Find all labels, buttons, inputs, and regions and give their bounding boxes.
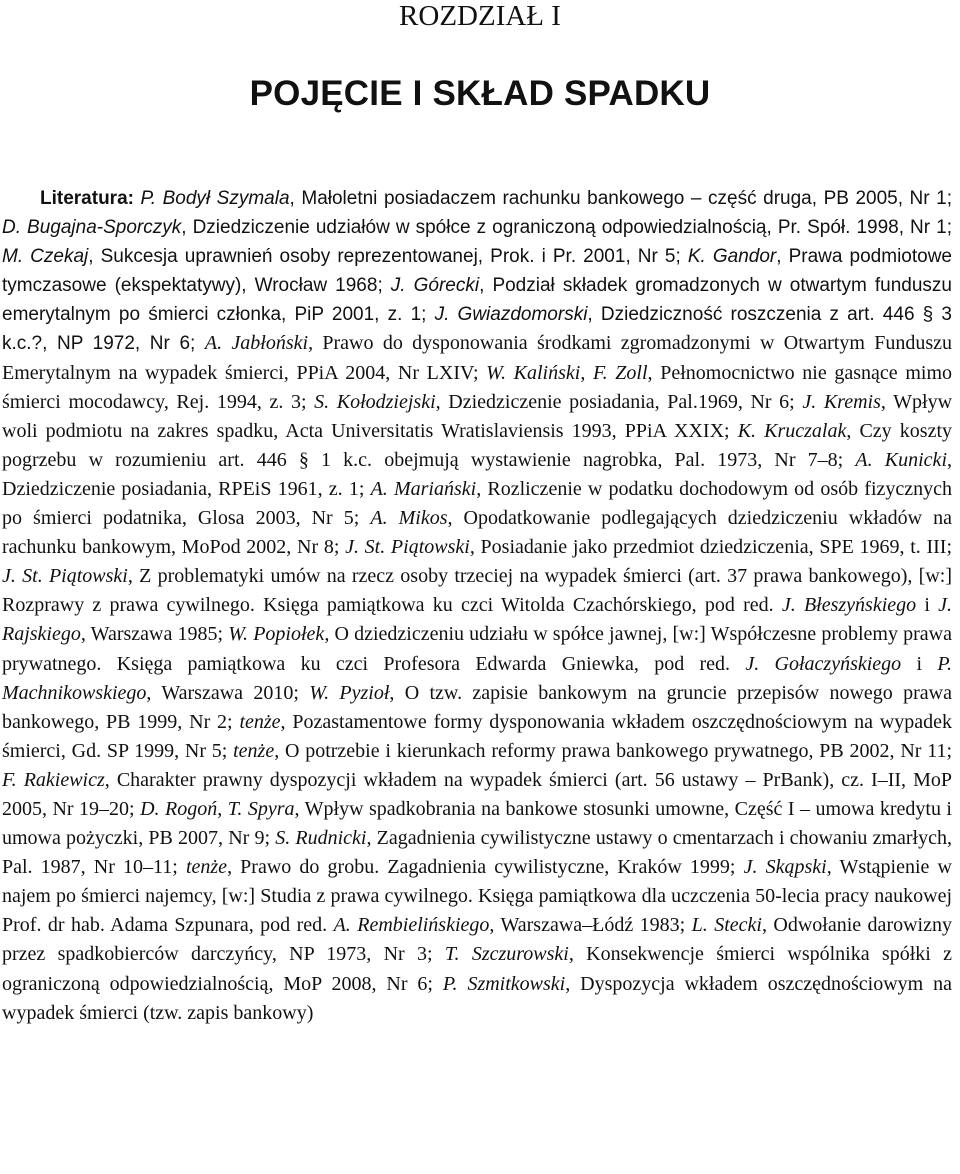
citation-text: , Warszawa 2010; — [146, 681, 310, 704]
citation-text: , Dziedziczenie posiadania, Pal.1969, Nr 6; — [435, 390, 803, 413]
citation-text: , Odwołanie darowizny przez spadkobierców darczyńcy, NP 1973, Nr 3; — [2, 914, 952, 966]
citation-text: , O dziedziczeniu udziału w spółce jawnej, [w:] Współczesne problemy prawa prywatnego. Księga pamiątkowa ku czci Profesora Edwarda Gniewka, pod red. — [2, 623, 952, 675]
author-name: A. Rembielińskiego — [333, 914, 490, 937]
citation-text: , Czy koszty pogrzebu w rozumieniu art. 446 § 1 k.c. obejmują wystawienie nagrobka, Pal. 1973, Nr 7–8; — [2, 419, 953, 471]
author-name: J. Gołaczyńskiego — [745, 652, 902, 675]
author-name: W. Kaliński — [486, 361, 581, 384]
citation-text: , Z problematyki umów na rzecz osoby trzeciej na wypadek śmierci (art. 37 prawa bankowego), [w:] Rozprawy z prawa cywilnego. Księga pamiątkowa ku czci Witolda Czachórskiego, pod red. — [2, 565, 952, 617]
citation-text: , Dziedziczenie posiadania, RPEiS 1961, z. 1; — [2, 448, 952, 500]
author-name: A. Mikos — [370, 507, 448, 530]
citation-text: , Dziedziczność roszczenia z art. 446 § 3 k.c.?, NP 1972, Nr 6; — [2, 304, 953, 355]
citation-text: , Posiadanie jako przedmiot dziedziczenia, SPE 1969, t. III; — [469, 536, 952, 559]
citation-text: , Prawa podmiotowe tymczasowe (ekspektatywy), Wrocław 1968; — [2, 246, 952, 297]
citation-text: , Warszawa 1985; — [80, 623, 229, 646]
citation-text: , Wstąpienie w najem po śmierci najemcy, [w:] Studia z prawa cywilnego. Księga pamiątkowa dla uczczenia 50-lecia pracy naukowej Prof. dr hab. Adama Szpunara, pod red. — [2, 856, 952, 937]
citation-text: i — [901, 652, 938, 675]
chapter-heading: ROZDZIAŁ I — [399, 0, 561, 32]
author-name: S. Kołodziejski — [314, 390, 436, 413]
citation-text: , Sukcesja uprawnień osoby reprezentowanej, Prok. i Pr. 2001, Nr 5; — [88, 246, 688, 268]
citation-text: , Pozastamentowe formy dysponowania wkładem oszczędnościowym na wypadek śmierci, Gd. SP 1999, Nr 5; — [2, 710, 952, 762]
author-name: D. Rogoń — [140, 797, 218, 820]
author-name: P. Bodył Szymala — [140, 188, 290, 209]
citation-text: , Małoletni posiadaczem rachunku bankowego – część druga, PB 2005, Nr 1; — [289, 188, 953, 209]
citation-text: , Dziedziczenie udziałów w spółce z ograniczoną odpowiedzialnością, Pr. Spół. 1998, Nr 1; — [181, 217, 953, 239]
author-name: W. Popiołek — [228, 623, 325, 646]
author-name: K. Gandor — [687, 246, 777, 268]
bibliography-paragraph — [2, 184, 952, 1028]
author-name: K. Kruczalak — [737, 419, 847, 442]
citation-text: , — [217, 797, 228, 820]
author-name: J. Gwiazdomorski — [434, 304, 588, 326]
author-name: L. Stecki — [691, 914, 762, 937]
chapter-title: POJĘCIE I SKŁAD SPADKU — [249, 74, 711, 113]
author-name: D. Bugajna-Sporczyk — [2, 217, 182, 239]
citation-text: , Podział składek gromadzonych w otwartym funduszu emerytalnym po śmierci członka, PiP 2001, z. 1; — [2, 275, 953, 326]
citation-text: , Rozliczenie w podatku dochodowym od osób fizycznych po śmierci podatnika, Glosa 2003, Nr 5; — [2, 477, 953, 530]
author-name: T. Spyra — [227, 797, 295, 820]
author-name: tenże — [239, 710, 281, 733]
bibliography-label: Literatura: — [40, 188, 134, 209]
author-name: S. Rudnicki — [275, 827, 367, 850]
citation-text: , Pełnomocnictwo nie gasnące mimo śmierci mocodawcy, Rej. 1994, z. 3; — [2, 361, 953, 413]
citation-text: , Prawo do dysponowania środkami zgromadzonymi w Otwartym Funduszu Emerytalnym na wypadek śmierci, PPiA 2004, Nr LXIV; — [2, 332, 952, 384]
author-name: J. Górecki — [390, 275, 480, 297]
author-name: M. Czekaj — [2, 246, 89, 268]
author-name: J. St. Piątowski — [345, 536, 470, 559]
citation-text: , O tzw. zapisie bankowym na gruncie przepisów nowego prawa bankowego, PB 1999, Nr 2; — [2, 681, 952, 733]
citation-text: , Wpływ woli podmiotu na zakres spadku, Acta Universitatis Wratislaviensis 1993, PPiA XXIX; — [2, 390, 953, 442]
author-name: P. Machnikowskiego — [2, 652, 952, 704]
author-name: J. St. Piątowski — [2, 565, 128, 588]
citation-text: i — [916, 594, 939, 617]
citation-text: , O potrzebie i kierunkach reformy prawa bankowego prywatnego, PB 2002, Nr 11; — [274, 739, 953, 762]
author-name: P. Szmitkowski — [442, 972, 566, 995]
author-name: J. Skąpski — [743, 856, 827, 879]
author-name: A. Jabłoński — [204, 332, 309, 355]
author-name: T. Szczurowski — [444, 943, 569, 966]
author-name: W. Pyzioł — [309, 681, 390, 704]
author-name: J. Błeszyńskiego — [781, 594, 917, 617]
citation-text: , — [580, 361, 593, 384]
author-name: A. Kunicki — [855, 448, 947, 471]
citation-text: , Wpływ spadkobrania na bankowe stosunki umowne, Część I – umowa kredytu i umowa pożyczki, PB 2007, Nr 9; — [2, 797, 952, 850]
citation-text: , Opodatkowanie podlegających dziedziczeniu wkładów na rachunku bankowym, MoPod 2002, Nr 8; — [2, 507, 952, 559]
citation-text: , Charakter prawny dyspozycji wkładem na wypadek śmierci (art. 56 ustawy – PrBank), cz. I–II, MoP 2005, Nr 19–20; — [2, 768, 952, 820]
author-name: J. Rajskiego — [2, 594, 953, 646]
citation-text: , Dyspozycja wkładem oszczędnościowym na wypadek śmierci (tzw. zapis bankowy) — [2, 972, 953, 1024]
author-name: F. Zoll — [593, 361, 648, 384]
citation-text: , Warszawa–Łódź 1983; — [489, 914, 692, 937]
author-name: tenże — [233, 739, 275, 762]
author-name: F. Rakiewicz — [2, 768, 105, 791]
author-name: tenże — [185, 856, 228, 879]
citation-text: , Zagadnienia cywilistyczne ustawy o cmentarzach i chowaniu zmarłych, Pal. 1987, Nr 10–11; — [2, 827, 952, 879]
citation-text: , Konsekwencje śmierci wspólnika spółki z ograniczoną odpowiedzialnością, MoP 2008, Nr 6; — [2, 943, 953, 995]
author-name: J. Kremis — [802, 390, 881, 413]
author-name: A. Mariański — [370, 477, 477, 500]
citation-text: , Prawo do grobu. Zagadnienia cywilistyczne, Kraków 1999; — [227, 856, 744, 879]
